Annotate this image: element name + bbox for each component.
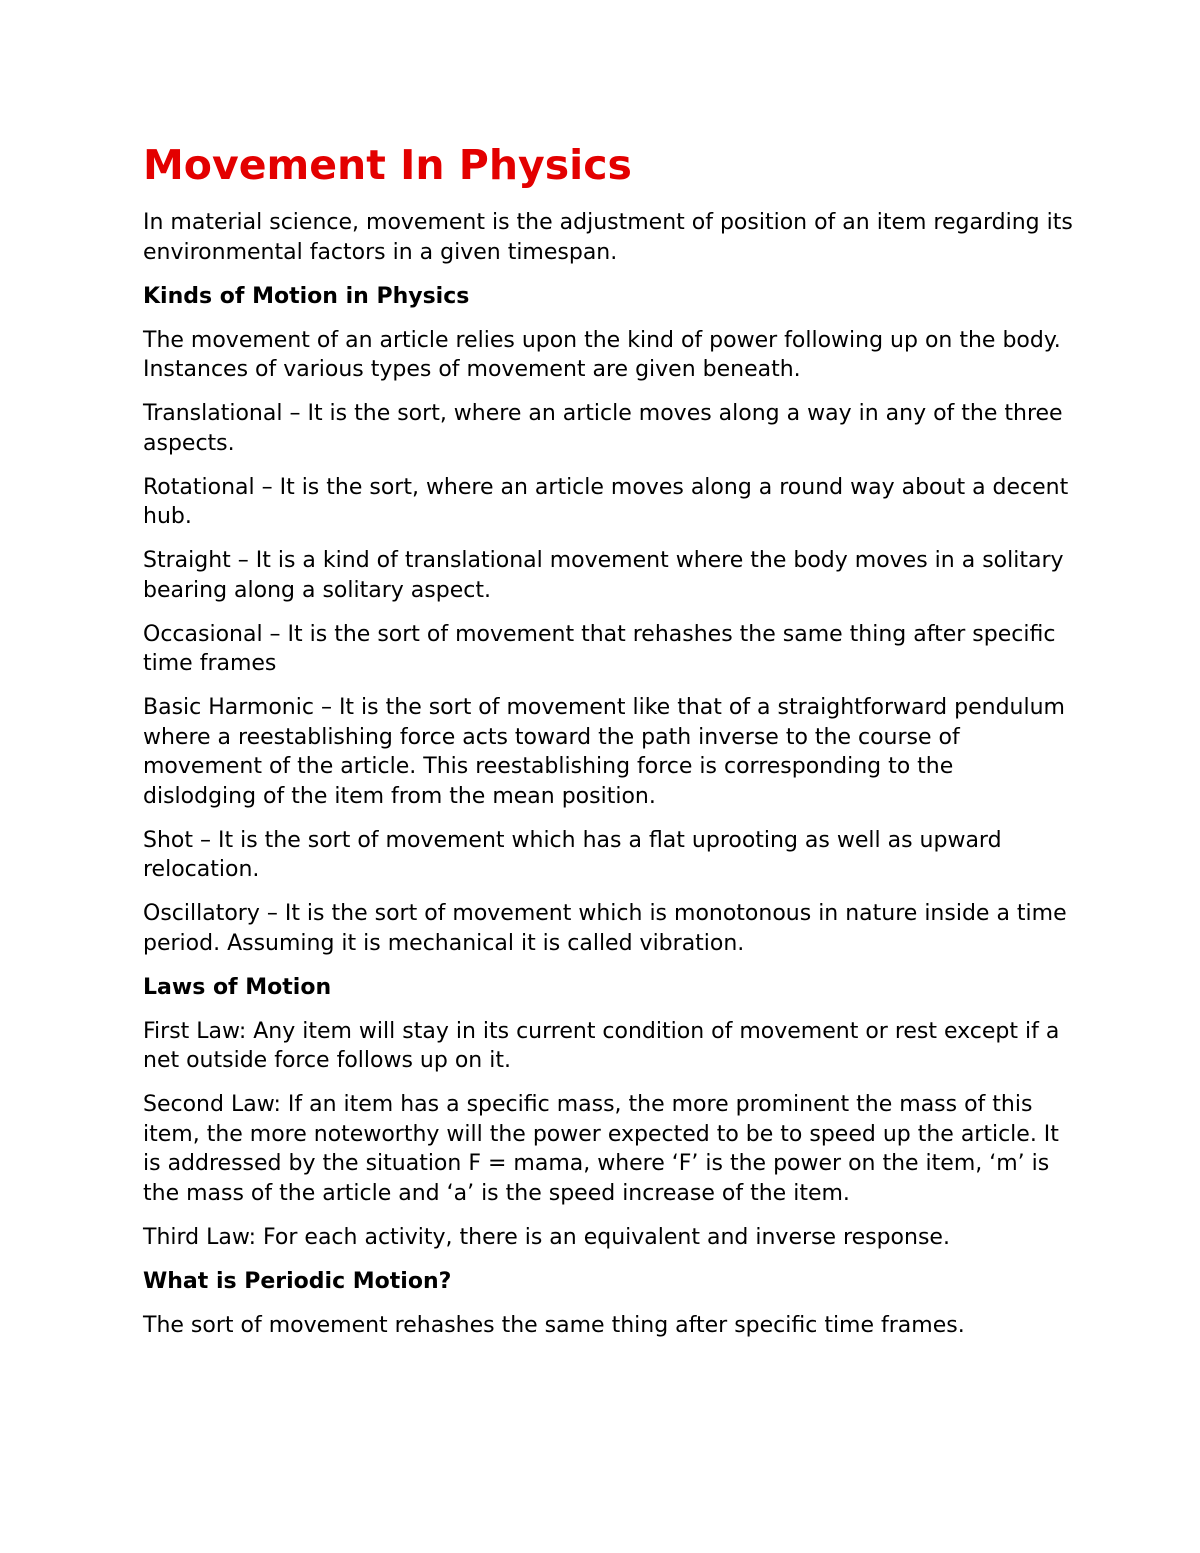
kind-basic-harmonic: Basic Harmonic – It is the sort of movement like that of a straightforward pendulum where a reestablishing force acts toward the path inverse to the course of movement of the article. This reestablishing force is corresponding to the dislodging of the item from the mean position.: [143, 695, 1065, 809]
law-first: First Law: Any item will stay in its current condition of movement or rest except if a net outside force follows up on it.: [143, 1018, 1060, 1073]
periodic-heading: What is Periodic Motion?: [143, 1268, 452, 1294]
kinds-heading: Kinds of Motion in Physics: [143, 283, 470, 309]
periodic-paragraph: The sort of movement rehashes the same thing after specific time frames.: [143, 1312, 965, 1338]
kind-rotational: Rotational – It is the sort, where an article moves along a round way about a decent hub.: [143, 474, 1069, 529]
kind-translational: Translational – It is the sort, where an article moves along a way in any of the three aspects.: [143, 401, 1063, 456]
law-second: Second Law: If an item has a specific mass, the more prominent the mass of this item, the more noteworthy will the power expected to be to speed up the article. It is addressed by the situation F = mama, where ‘F’ is the power on the item, ‘m’ is the mass of the article and ‘a’ is the speed increase of the item.: [143, 1092, 1059, 1206]
kind-straight: Straight – It is a kind of translational movement where the body moves in a solitary bearing along a solitary aspect.: [143, 548, 1064, 603]
kind-oscillatory: Oscillatory – It is the sort of movement which is monotonous in nature inside a time period. Assuming it is mechanical it is called vibration.: [143, 901, 1067, 956]
kinds-intro-paragraph: The movement of an article relies upon the kind of power following up on the body. Instances of various types of movement are given beneath.: [143, 327, 1061, 382]
law-third: Third Law: For each activity, there is an equivalent and inverse response.: [143, 1224, 950, 1250]
kind-shot: Shot – It is the sort of movement which has a flat uprooting as well as upward relocation.: [143, 827, 1002, 882]
kind-occasional: Occasional – It is the sort of movement that rehashes the same thing after specific time frames: [143, 621, 1056, 676]
document-title: Movement In Physics: [143, 141, 632, 189]
laws-heading: Laws of Motion: [143, 974, 332, 1000]
document-page: [143, 140, 1073, 1355]
intro-paragraph: In material science, movement is the adjustment of position of an item regarding its environmental factors in a given timespan.: [143, 210, 1073, 265]
